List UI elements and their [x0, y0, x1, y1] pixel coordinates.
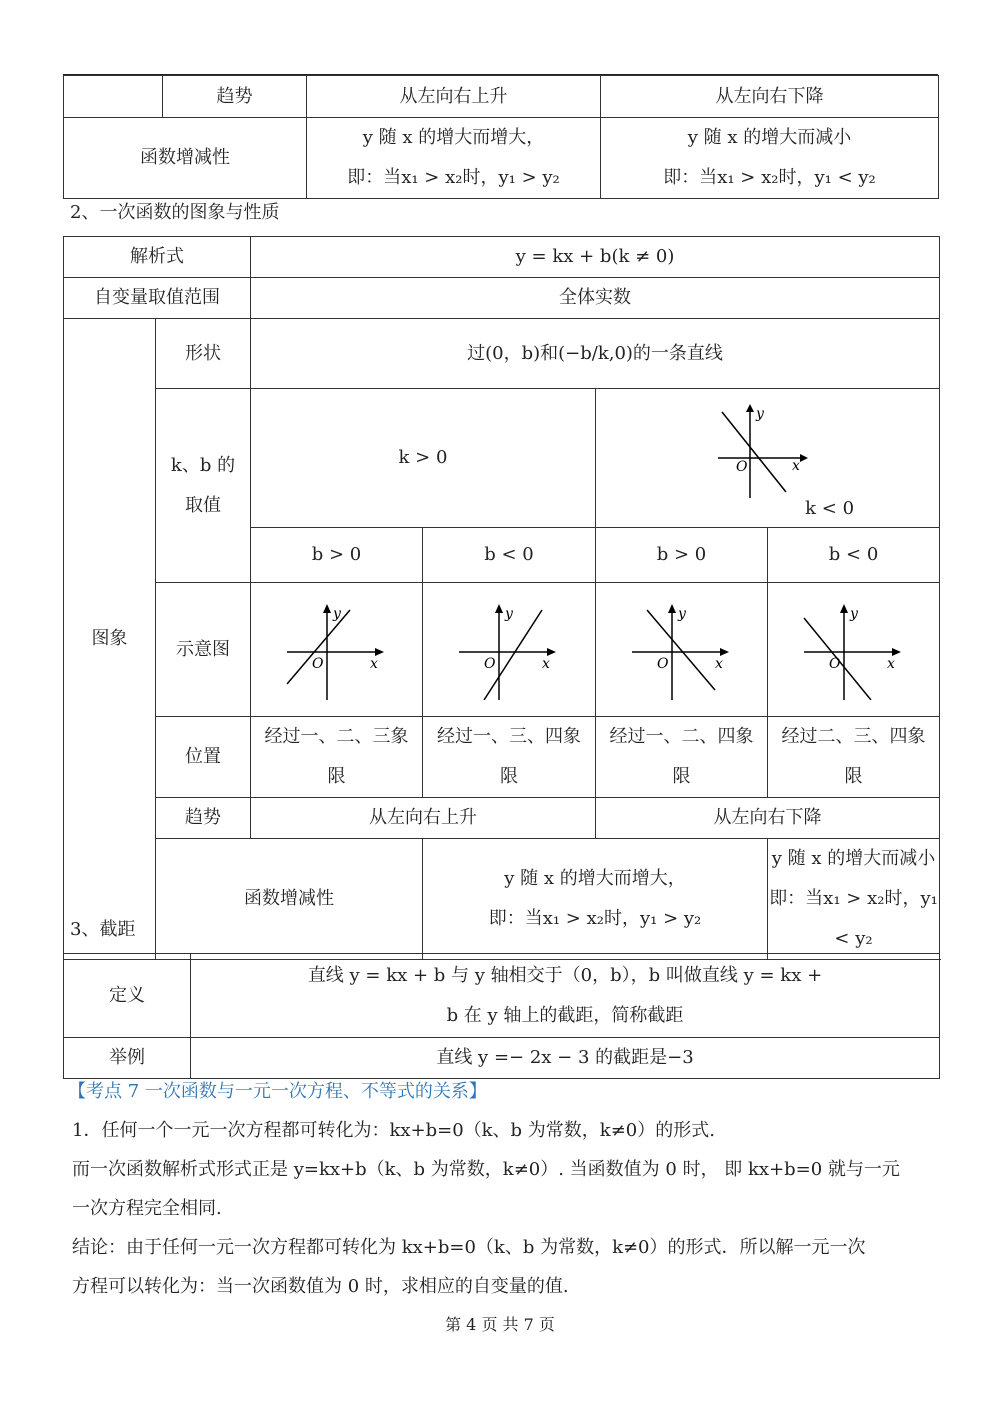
- inc-line1: y 随 x 的增大而增大，: [504, 868, 686, 889]
- axis-x-label: x: [542, 655, 550, 672]
- inc-line2: 即：当x₁ > x₂时，y₁ > y₂: [488, 908, 702, 929]
- k-positive: k > 0: [251, 389, 596, 528]
- inc-line2: 即：当x₁ > x₂时，y₁ > y₂: [347, 167, 560, 188]
- origin-label: O: [484, 655, 496, 672]
- linear-graph: [454, 600, 564, 700]
- sketch-cell: [596, 583, 768, 717]
- shape: 过(0，b)和(−b/k,0)的一条直线: [251, 319, 940, 389]
- dec-line1: y 随 x 的增大而减小: [687, 127, 852, 148]
- linear-graph: [627, 600, 737, 700]
- def-label: 定义: [64, 954, 191, 1038]
- inc-line1: y 随 x 的增大而增大，: [362, 127, 545, 148]
- trend-label: 趋势: [163, 76, 307, 118]
- trend-down: 从左向右下降: [596, 798, 940, 839]
- position-label: 位置: [156, 717, 251, 798]
- def-line2: b 在 y 轴上的截距，简称截距: [446, 1004, 684, 1026]
- axis-y-label: y: [332, 605, 341, 622]
- position-cell: [423, 717, 596, 798]
- decreasing-cell: [768, 839, 940, 960]
- increasing-cell: [423, 839, 768, 960]
- linear-function-table: [63, 236, 940, 960]
- increasing-cell: [307, 118, 601, 199]
- origin-label: O: [656, 655, 668, 672]
- intercept-table: [63, 953, 940, 1079]
- position-cell: [251, 717, 423, 798]
- origin-label: O: [311, 655, 323, 672]
- origin-label: O: [828, 655, 840, 672]
- ex-label: 举例: [64, 1038, 191, 1079]
- kb-label: [156, 389, 251, 583]
- sketch-cell: [768, 583, 940, 717]
- function-line: [484, 610, 542, 700]
- section-title: 【考点 7 一次函数与一元一次方程、不等式的关系】: [68, 1081, 487, 1102]
- origin-label: O: [735, 458, 747, 475]
- axis-y-label: y: [849, 605, 858, 622]
- mono-label: 函数增减性: [64, 118, 307, 199]
- def-cell: [191, 954, 940, 1038]
- axis-x-label: x: [714, 655, 723, 672]
- def-line1: 直线 y = kx + b 与 y 轴相交于（0，b），b 叫做直线 y = kx +: [307, 964, 823, 986]
- b-value: b < 0: [768, 528, 940, 583]
- image-label: 图象: [64, 319, 156, 960]
- mono-label: 函数增减性: [156, 839, 423, 960]
- trend-label: 趋势: [156, 798, 251, 839]
- axis-x-label: x: [791, 457, 800, 474]
- axis-y-label: y: [677, 605, 686, 622]
- paragraph: 方程可以转化为：当一次函数值为 0 时，求相应的自变量的值.: [72, 1276, 569, 1297]
- decreasing-cell: [601, 118, 939, 199]
- k-negative-cell: [596, 389, 940, 528]
- trend-down: 从左向右下降: [601, 76, 939, 118]
- trend-up: 从左向右上升: [307, 76, 601, 118]
- b-value: b < 0: [423, 528, 596, 583]
- paragraph: 结论：由于任何一元一次方程都可转化为 kx+b=0（k、b 为常数，k≠0）的形式．所以解一元一次: [72, 1237, 866, 1258]
- domain-label: 自变量取值范围: [64, 278, 251, 319]
- sketch-cell: [423, 583, 596, 717]
- axis-x-label: x: [886, 655, 895, 672]
- page-footer: 第 4 页 共 7 页: [445, 1315, 555, 1334]
- position-line: 经过一、三、四象: [437, 726, 581, 747]
- kb-label-2: 取值: [185, 494, 221, 516]
- linear-graph: [282, 600, 392, 700]
- domain: 全体实数: [251, 278, 940, 319]
- k-negative-graph: [708, 398, 828, 498]
- axis-x-label: x: [369, 655, 378, 672]
- k-negative: k < 0: [805, 497, 855, 519]
- position-cell: [768, 717, 940, 798]
- trend-up: 从左向右上升: [251, 798, 596, 839]
- function-line: [647, 610, 715, 690]
- shape-label: 形状: [156, 319, 251, 389]
- dec-line2: 即：当x₁ > x₂时，y₁ < y₂: [769, 888, 938, 949]
- linear-graph: [799, 600, 909, 700]
- monotonicity-table-top: [63, 75, 939, 199]
- dec-line2: 即：当x₁ > x₂时，y₁ < y₂: [663, 167, 876, 188]
- kb-label-1: k、b 的: [170, 454, 236, 476]
- expr-label: 解析式: [64, 237, 251, 278]
- paragraph: 1．任何一个一元一次方程都可转化为：kx+b=0（k、b 为常数，k≠0）的形式.: [72, 1120, 715, 1141]
- paragraph: 而一次函数解析式形式正是 y=kx+b（k、b 为常数，k≠0）. 当函数值为 0 时， 即 kx+b=0 就与一元: [72, 1159, 900, 1180]
- position-line: 限: [327, 766, 346, 787]
- position-line: 经过二、三、四象: [781, 726, 926, 747]
- empty-cell: [64, 76, 163, 118]
- ex: 直线 y =− 2x − 3 的截距是−3: [191, 1038, 940, 1079]
- heading-3: 3、截距: [70, 919, 136, 940]
- dec-line1: y 随 x 的增大而减小: [771, 848, 936, 869]
- position-cell: [596, 717, 768, 798]
- axis-y-label: y: [505, 605, 513, 622]
- position-line: 经过一、二、三象: [264, 726, 409, 747]
- paragraph: 一次方程完全相同.: [72, 1198, 222, 1219]
- expr: y = kx + b(k ≠ 0): [251, 237, 940, 278]
- position-line: 限: [500, 766, 518, 787]
- position-line: 经过一、二、四象: [609, 726, 754, 747]
- position-line: 限: [672, 766, 691, 787]
- b-value: b > 0: [251, 528, 423, 583]
- sketch-cell: [251, 583, 423, 717]
- heading-2: 2、一次函数的图象与性质: [70, 202, 280, 223]
- position-line: 限: [844, 766, 863, 787]
- sketch-label: 示意图: [156, 583, 251, 717]
- b-value: b > 0: [596, 528, 768, 583]
- axis-y-label: y: [755, 405, 764, 422]
